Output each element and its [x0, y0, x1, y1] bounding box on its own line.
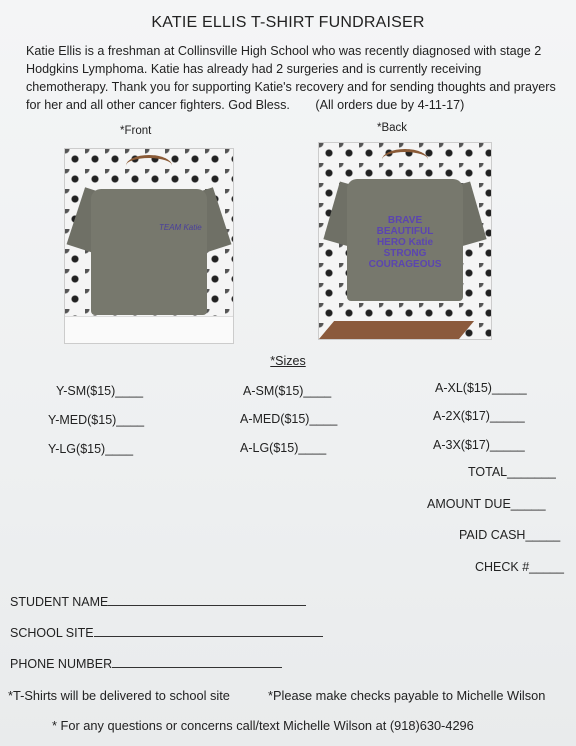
- back-caption: *Back: [377, 122, 408, 134]
- school-site-line[interactable]: [94, 626, 323, 637]
- front-shirt-photo: [64, 148, 234, 344]
- sizes-heading: *Sizes: [270, 354, 306, 368]
- school-site-label: SCHOOL SITE: [10, 626, 94, 640]
- size-a-lg[interactable]: A-LG($15)____: [240, 441, 327, 455]
- amount-due-field[interactable]: AMOUNT DUE_____: [427, 497, 546, 511]
- total-field[interactable]: TOTAL_______: [468, 465, 556, 479]
- student-name-line[interactable]: [108, 595, 306, 606]
- front-shirt: [91, 189, 207, 315]
- student-name-label: STUDENT NAME: [10, 595, 109, 609]
- front-print-text: TEAM Katie: [159, 223, 202, 232]
- school-site-field[interactable]: [10, 626, 323, 640]
- phone-number-label: PHONE NUMBER: [10, 657, 113, 671]
- hanger-icon: [126, 155, 172, 176]
- contact-note: * For any questions or concerns call/text Michelle Wilson at (918)630-4296: [52, 718, 474, 733]
- phone-number-line[interactable]: [112, 657, 282, 668]
- phone-number-field[interactable]: [10, 657, 282, 671]
- check-number-field[interactable]: CHECK #_____: [475, 560, 564, 574]
- paid-cash-field[interactable]: PAID CASH_____: [459, 528, 561, 542]
- intro-text: Katie Ellis is a freshman at Collinsville High School who was recently diagnosed with stage 2 Hodgkins Lymphoma. Katie has already had 2 surgeries and is currently receiving chemotherapy. Thank you for supporting Katie's recovery and for sending thoughts and prayers for her and all other cancer fighters. God Bless.: [26, 44, 556, 112]
- intro-paragraph: [26, 42, 556, 114]
- front-caption: *Front: [120, 125, 152, 137]
- size-a-sm[interactable]: A-SM($15)____: [243, 384, 332, 398]
- due-date-note: (All orders due by 4-11-17): [315, 98, 465, 112]
- size-a-3x[interactable]: A-3X($17)_____: [433, 438, 525, 452]
- checks-payable-note: *Please make checks payable to Michelle Wilson: [268, 688, 546, 703]
- flyer-title: KATIE ELLIS T-SHIRT FUNDRAISER: [151, 14, 425, 31]
- delivery-note: *T-Shirts will be delivered to school site: [8, 688, 230, 703]
- hanger-icon: [382, 149, 428, 170]
- size-a-med[interactable]: A-MED($15)____: [240, 412, 338, 426]
- back-shirt-photo: [318, 142, 492, 340]
- wood-table: [319, 321, 474, 339]
- back-print-text: BRAVE BEAUTIFUL HERO Katie STRONG COURAGEOUS: [368, 215, 442, 270]
- size-y-lg[interactable]: Y-LG($15)____: [48, 442, 134, 456]
- size-a-2x[interactable]: A-2X($17)_____: [433, 409, 525, 423]
- size-y-sm[interactable]: Y-SM($15)____: [56, 384, 144, 398]
- size-a-xl[interactable]: A-XL($15)_____: [435, 381, 527, 395]
- student-name-field[interactable]: [10, 595, 306, 609]
- size-y-med[interactable]: Y-MED($15)____: [48, 413, 145, 427]
- shelf: [65, 316, 233, 343]
